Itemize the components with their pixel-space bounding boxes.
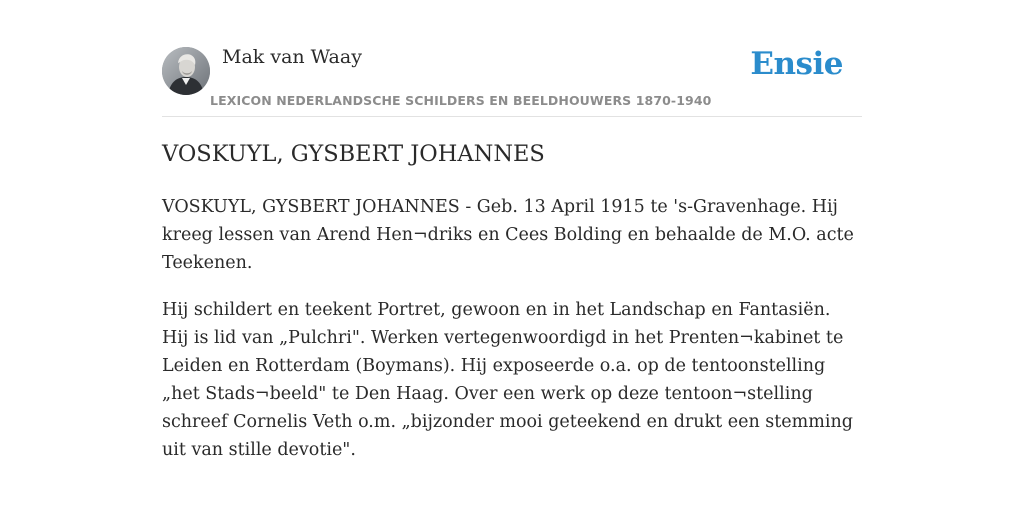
article-title: VOSKUYL, GYSBERT JOHANNES [162, 141, 545, 167]
author-link[interactable]: Mak van Waay [222, 46, 362, 68]
article-paragraph: Hij schildert en teekent Portret, gewoon en in het Landschap en Fantasiën. Hij is lid van „Pulchri". Werken vertegenwoordigd in het Prenten¬kabinet te Leiden en Rotterdam (Boymans). Hij exposeerde o.a. op de tentoonstelling „het Stads¬beeld" te Den Haag. Over een werk op deze tentoon¬stelling schreef Cornelis Veth o.m. „bijzonder mooi geteekend en drukt een stemming uit van stille devotie". [162, 300, 853, 460]
article-paragraph: VOSKUYL, GYSBERT JOHANNES - Geb. 13 April 1915 te 's-Gravenhage. Hij kreeg lessen van Arend Hen¬driks en Cees Bolding en behaalde de M.O. acte Teekenen. [162, 197, 854, 273]
author-portrait-icon [162, 47, 210, 95]
page [162, 0, 862, 460]
ensie-logo[interactable]: Ensie [750, 46, 843, 82]
header [162, 0, 862, 117]
article-body [162, 193, 862, 483]
author-avatar[interactable] [162, 47, 210, 95]
lexicon-name[interactable]: LEXICON NEDERLANDSCHE SCHILDERS EN BEELDHOUWERS 1870-1940 [210, 93, 712, 108]
